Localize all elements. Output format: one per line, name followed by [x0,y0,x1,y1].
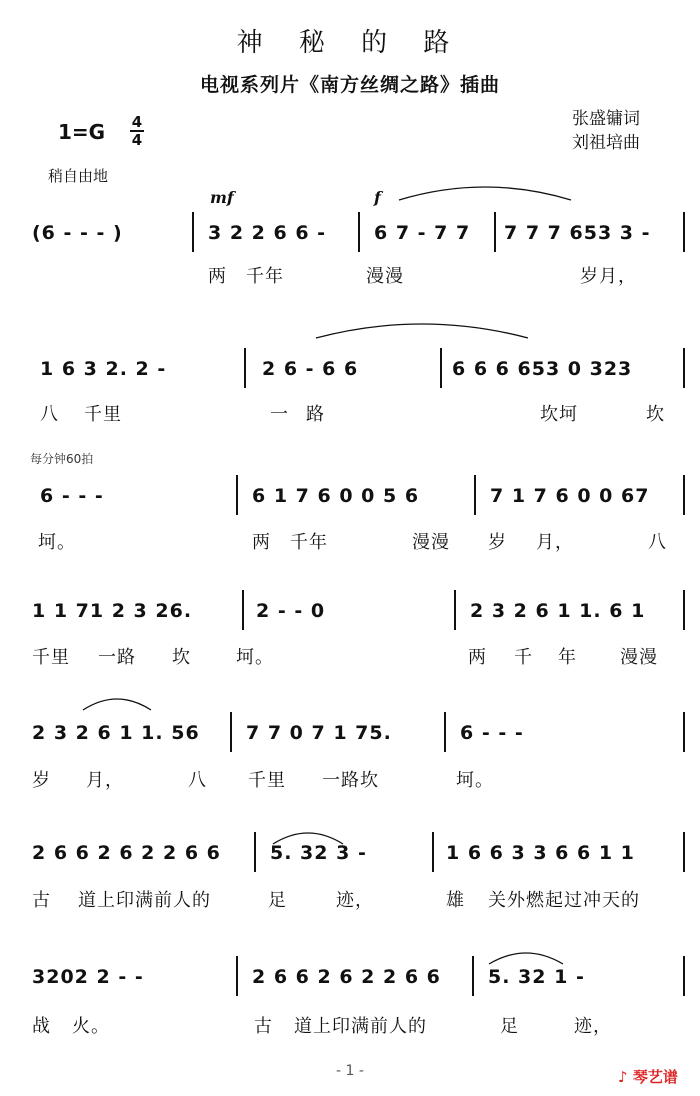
phrase-slur [395,178,575,202]
barline [494,212,496,252]
line7-lyric: 火。 [72,1016,110,1037]
line3-lyric: 岁 [488,532,507,553]
line5-lyric: 千里 [248,770,286,791]
barline [236,475,238,515]
line5-measure3: 6 - - - [460,722,524,744]
line1-lyric: 岁月， [580,266,637,287]
line2-measure1: 1 6 3 2. 2 - [40,358,167,380]
meter-bottom: 4 [131,131,143,149]
composer-credit: 刘祖培曲 [572,133,640,153]
line6-lyric: 道上印满前人的 [78,890,211,911]
barline [683,475,685,515]
barline [683,712,685,752]
line7-lyric: 战 [32,1016,51,1037]
line1-lyric: 千年 [246,266,284,287]
line7-measure3: 5. 32 1 - [488,966,585,988]
line2-lyric: 一 [270,404,289,425]
line4-lyric: 漫漫 [620,647,658,668]
line4-measure3: 2 3 2 6 1 1. 6 1 [470,600,646,622]
line4-lyric: 坷。 [236,647,274,668]
barline [683,348,685,388]
line3-lyric: 八 [648,532,667,553]
line7-measure2: 2 6 6 2 6 2 2 6 6 [252,966,441,988]
line6-lyric: 足 [268,890,287,911]
barline [254,832,256,872]
line1-measure3: 6 7 - 7 7 [374,222,471,244]
line2-measure3: 6 6 6 653 0 323 [452,358,633,380]
line5-lyric: 岁 [32,770,51,791]
line3-lyric: 坷。 [38,532,76,553]
line2-lyric: 坎 [646,404,665,425]
line3-lyric: 两 [252,532,271,553]
line7-lyric: 迹， [574,1016,612,1037]
watermark-text: 琴艺谱 [632,1068,678,1086]
barline [358,212,360,252]
phrase-slur [486,946,566,966]
line5-lyric: 八 [188,770,207,791]
barline [440,348,442,388]
time-signature [130,114,144,148]
barline [432,832,434,872]
line4-lyric: 千里 [32,647,70,668]
line2-lyric: 坎坷 [540,404,578,425]
lyricist-credit: 张盛镛词 [572,109,640,129]
line5-lyric: 坷。 [456,770,494,791]
barline [236,956,238,996]
barline [230,712,232,752]
line4-lyric: 坎 [172,647,191,668]
tempo-marking-bpm: 每分钟60拍 [30,452,94,466]
line3-measure3: 7 1 7 6 0 0 67 [490,485,650,507]
line1-measure2: 3 2 2 6 6 - [208,222,327,244]
line1-lyric: 两 [208,266,227,287]
barline [192,212,194,252]
line2-measure2: 2 6 - 6 6 [262,358,359,380]
tempo-marking-free: 稍自由地 [48,167,109,185]
barline [683,832,685,872]
line7-lyric: 道上印满前人的 [294,1016,427,1037]
line4-lyric: 千 [514,647,533,668]
line6-lyric: 关外燃起过冲天的 [488,890,640,911]
watermark-logo [618,1066,678,1087]
line2-lyric: 千里 [84,404,122,425]
key-signature: 1=G [58,120,106,144]
line6-measure2: 5. 32 3 - [270,842,367,864]
line3-measure1: 6 - - - [40,485,104,507]
barline [474,475,476,515]
barline [683,212,685,252]
line1-lyric: 漫漫 [366,266,404,287]
line3-measure2: 6 1 7 6 0 0 5 6 [252,485,420,507]
line7-measure1: 3202 2 - - [32,966,144,988]
meter-top: 4 [131,113,143,131]
line6-lyric: 雄 [446,890,465,911]
line6-lyric: 古 [32,890,51,911]
barline [244,348,246,388]
line6-lyric: 迹， [336,890,374,911]
barline [683,956,685,996]
line1-measure1: (6 - - - ) [32,222,123,244]
barline [683,590,685,630]
line2-lyric: 路 [306,404,325,425]
line5-measure2: 7 7 0 7 1 75. [246,722,392,744]
line7-lyric: 足 [500,1016,519,1037]
line7-lyric: 古 [254,1016,273,1037]
dynamic-f: f [374,188,381,207]
line4-lyric: 一路 [98,647,136,668]
line6-measure1: 2 6 6 2 6 2 2 6 6 [32,842,221,864]
line4-measure2: 2 - - 0 [256,600,326,622]
line5-lyric: 月， [86,770,124,791]
phrase-slur [80,692,154,712]
line4-lyric: 两 [468,647,487,668]
line2-lyric: 八 [40,404,59,425]
phrase-slur [312,316,532,340]
line5-lyric: 一路坎 [322,770,379,791]
barline [242,590,244,630]
barline [454,590,456,630]
barline [444,712,446,752]
song-title: 神 秘 的 路 [236,28,464,58]
page-number: - 1 - [336,1063,364,1079]
line3-lyric: 月， [536,532,574,553]
line4-measure1: 1 1 71 2 3 26. [32,600,193,622]
barline [472,956,474,996]
line6-measure3: 1 6 6 3 3 6 6 1 1 [446,842,635,864]
line1-measure4: 7 7 7 653 3 - [504,222,651,244]
line3-lyric: 漫漫 [412,532,450,553]
song-subtitle: 电视系列片《南方丝绸之路》插曲 [199,74,500,96]
line3-lyric: 千年 [290,532,328,553]
line5-measure1: 2 3 2 6 1 1. 56 [32,722,200,744]
watermark-icon: ♪ [618,1068,628,1086]
line4-lyric: 年 [558,647,577,668]
dynamic-mf: mf [210,188,234,207]
